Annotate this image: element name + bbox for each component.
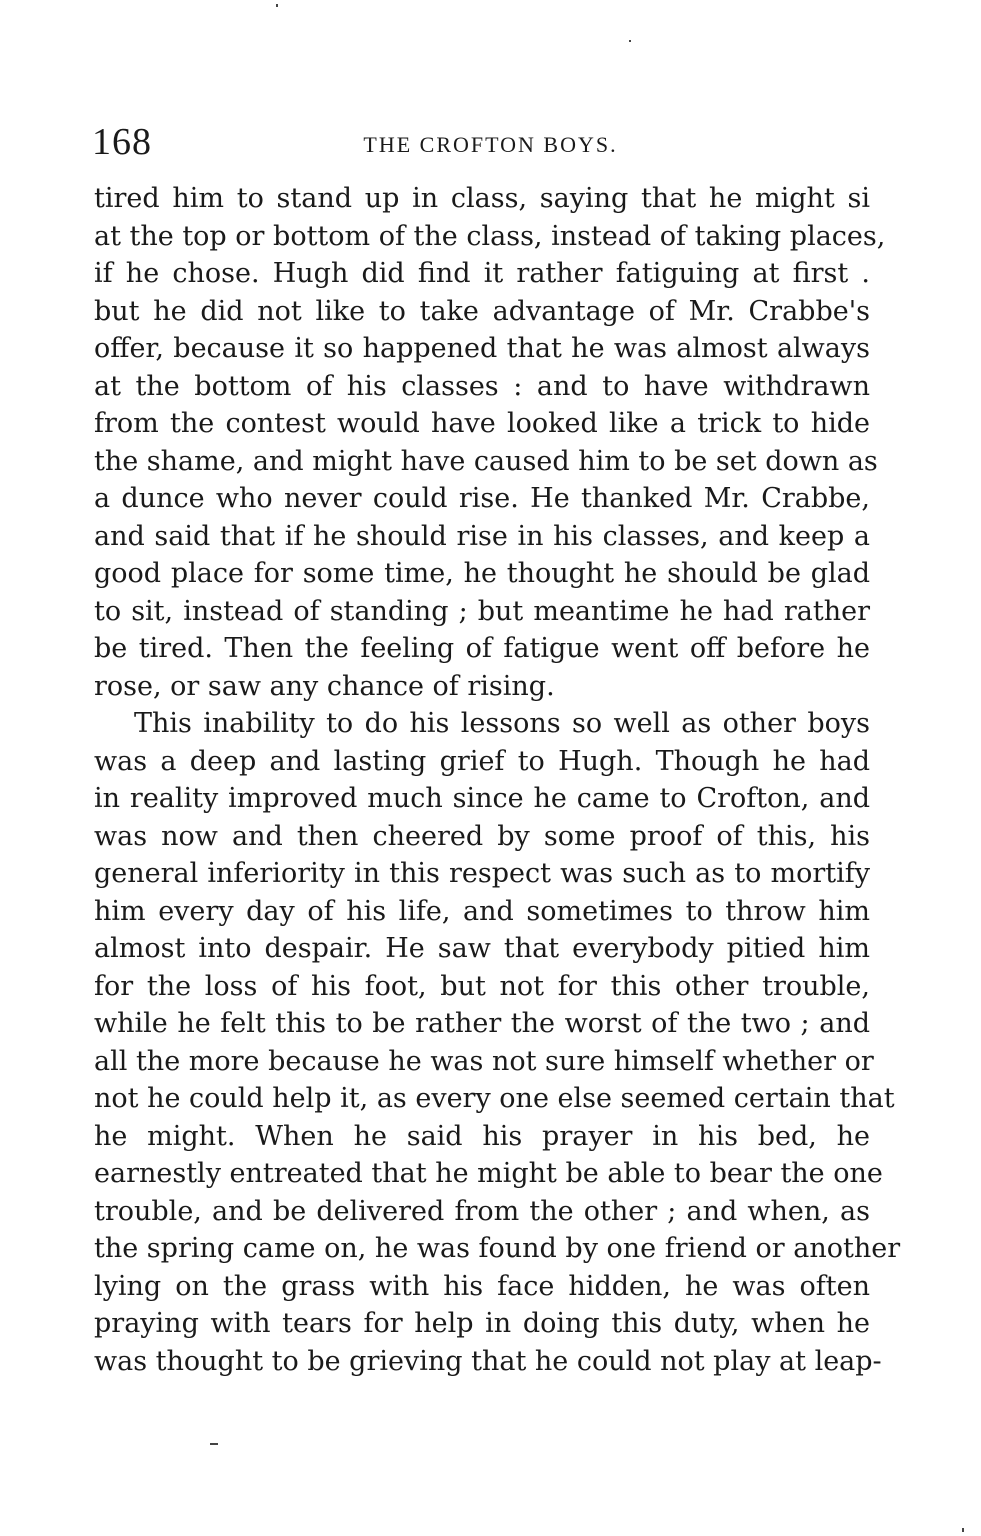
text-line: him every day of his life, and sometimes to throw him: [94, 895, 870, 927]
text-line: but he did not like to take advantage of Mr. Crabbe's: [94, 295, 870, 327]
text-line: be tired. Then the feeling of fatigue went off before he: [94, 633, 870, 664]
text-line: while he felt this to be rather the worst of the two ; and: [94, 1008, 870, 1039]
text-line: tired him to stand up in class, saying that he might si: [94, 183, 870, 214]
text-line: and said that if he should rise in his classes, and keep a: [94, 520, 870, 552]
text-line: all the more because he was not sure himself whether or: [94, 1045, 874, 1077]
running-title: THE CROFTON BOYS.: [363, 132, 618, 157]
text-line: was now and then cheered by some proof of this, his: [94, 820, 870, 852]
text-line: trouble, and be delivered from the other ; and when, as: [94, 1195, 870, 1227]
text-line: the spring came on, he was found by one friend or another: [94, 1233, 901, 1264]
text-line: if he chose. Hugh did find it rather fatiguing at first .: [94, 258, 870, 289]
text-line: in reality improved much since he came to Crofton, and: [94, 783, 870, 814]
text-line: was a deep and lasting grief to Hugh. Though he had: [94, 745, 870, 777]
text-line: good place for some time, he thought he should be glad: [94, 558, 870, 589]
text-line: for the loss of his foot, but not for this other trouble,: [94, 970, 870, 1002]
text-line: he might. When he said his prayer in his bed, he: [94, 1120, 870, 1152]
print-speck: [276, 4, 278, 7]
text-line: general inferiority in this respect was such as to mortify: [94, 858, 870, 889]
print-speck: [210, 1443, 218, 1445]
text-line: at the bottom of his classes : and to have withdrawn: [94, 370, 870, 402]
text-line: a dunce who never could rise. He thanked Mr. Crabbe,: [94, 483, 870, 514]
text-line: at the top or bottom of the class, instead of taking places,: [94, 220, 886, 252]
page-number: 168: [92, 121, 152, 163]
text-line: from the contest would have looked like a trick to hide: [94, 408, 870, 439]
paragraph-start-line: This inability to do his lessons so well as other boys: [134, 708, 870, 739]
text-line: the shame, and might have caused him to be set down as: [94, 445, 878, 477]
print-speck: [962, 1528, 964, 1532]
text-line: praying with tears for help in doing this duty, when he: [94, 1308, 870, 1339]
text-line: was thought to be grieving that he could not play at leap-: [94, 1345, 882, 1377]
body-text: [94, 180, 901, 1380]
text-line: offer, because it so happened that he was almost always: [94, 333, 870, 364]
text-line: lying on the grass with his face hidden, he was often: [94, 1270, 870, 1302]
text-line: earnestly entreated that he might be able to bear the one: [94, 1158, 883, 1189]
text-line: not he could help it, as every one else seemed certain that: [94, 1083, 895, 1114]
print-speck: [629, 40, 631, 42]
paragraph-end-line: rose, or saw any chance of rising.: [94, 670, 555, 702]
text-line: almost into despair. He saw that everybody pitied him: [94, 933, 870, 964]
text-line: to sit, instead of standing ; but meantime he had rather: [94, 595, 870, 627]
